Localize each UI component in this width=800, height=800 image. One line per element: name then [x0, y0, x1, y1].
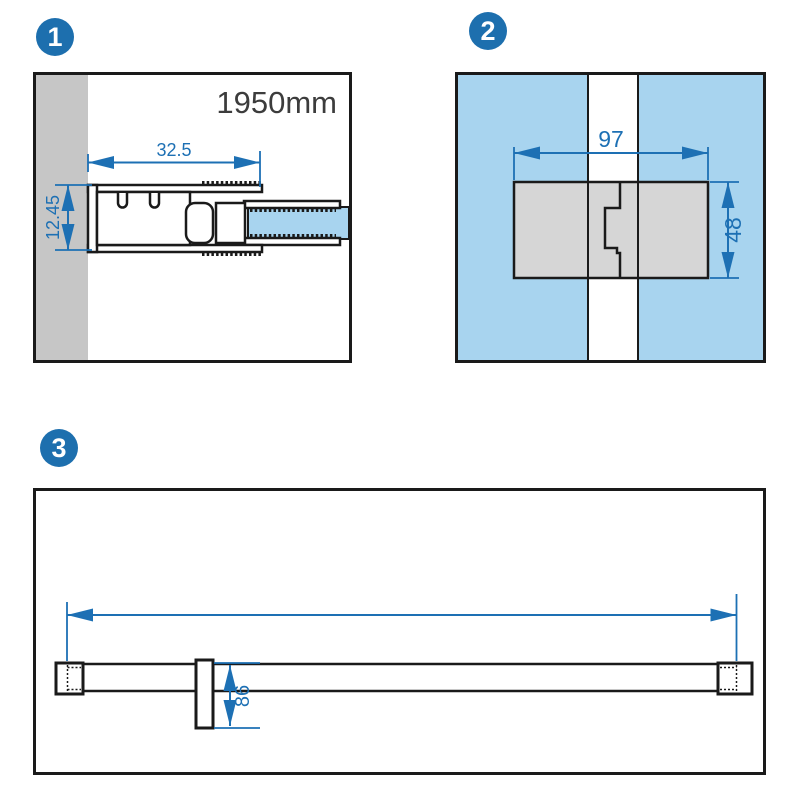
clamp-bracket	[196, 660, 213, 728]
dimension-86	[214, 663, 260, 728]
dim-height-label: 12.45	[43, 194, 63, 241]
dimension-32-5	[88, 140, 260, 187]
wall-seal-profile-drawing	[36, 75, 349, 360]
support-bar	[83, 664, 718, 691]
panel-2-connector-box	[455, 72, 766, 363]
dim-width-label: 97	[598, 126, 624, 152]
panel-1-wall-profile-box	[33, 72, 352, 363]
profile-length-label: 1950mm	[216, 85, 337, 120]
step-2-badge: 2	[469, 12, 507, 50]
dim-height-label: 48	[720, 217, 746, 243]
step-1-badge: 1	[36, 18, 74, 56]
panel-3-support-bar-box	[33, 488, 766, 775]
glass-connector-drawing	[458, 75, 763, 360]
connector-bracket	[514, 182, 708, 278]
right-end-cap	[718, 663, 752, 694]
step-3-badge: 3	[40, 429, 78, 467]
support-bar-drawing	[36, 491, 763, 772]
dimension-overall-length	[67, 594, 737, 661]
left-end-cap	[56, 663, 83, 694]
dim-height-label: 86	[232, 684, 254, 708]
dim-width-label: 32.5	[156, 140, 192, 160]
